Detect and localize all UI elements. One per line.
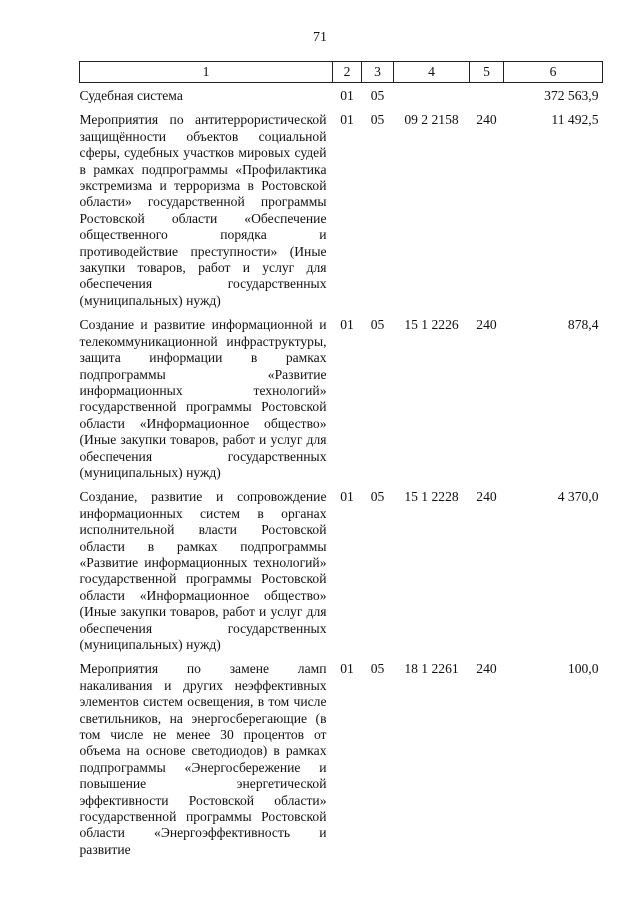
row-target-code: 18 1 2261 — [404, 661, 459, 677]
row-amount: 100,0 — [567, 661, 599, 677]
header-col-5: 5 — [470, 62, 504, 83]
table-row — [80, 312, 603, 484]
header-col-4: 4 — [394, 62, 470, 83]
row-subsection: 05 — [370, 317, 385, 333]
table-header-row — [80, 62, 603, 83]
row-section: 01 — [340, 661, 354, 677]
row-section: 01 — [340, 489, 354, 505]
row-section: 01 — [340, 112, 354, 128]
row-amount: 11 492,5 — [551, 112, 599, 128]
row-section: 01 — [340, 88, 354, 103]
row-target-code — [394, 83, 470, 108]
row-amount: 878,4 — [567, 317, 599, 333]
table-row — [80, 484, 603, 656]
row-expense-type: 240 — [476, 112, 497, 128]
header-col-1: 1 — [80, 62, 333, 83]
row-section: 01 — [340, 317, 354, 333]
row-expense-type: 240 — [476, 489, 497, 505]
header-col-3: 3 — [362, 62, 394, 83]
row-amount: 372 563,9 — [544, 88, 599, 103]
row-name: Судебная система — [79, 88, 183, 103]
row-amount: 4 370,0 — [557, 489, 599, 505]
table-row — [80, 83, 603, 108]
row-name: Мероприятия по замене ламп накаливания и других неэффективных элементов систем освещения, в том числе светильников, на энергосберегающие (в том числе не менее 30 процентов от объема на основе светодиодов) в рамках подпрограммы «Энергосбережение и повышение энергетической эффективности Ростовской области» государственной программы Ростовской области «Энергоэффективность и развитие — [79, 661, 327, 857]
row-subsection: 05 — [370, 489, 385, 505]
row-expense-type: 240 — [476, 661, 497, 677]
row-target-code: 15 1 2226 — [404, 317, 459, 333]
row-name: Создание и развитие информационной и телекоммуникационной инфраструктуры, защита информации в рамках подпрограммы «Развитие информационных технологий» государственной программы Ростовской области «Информационное общество» (Иные закупки товаров, работ и услуг для обеспечения государственных (муниципальных) нужд) — [79, 317, 327, 480]
row-target-code: 09 2 2158 — [404, 112, 459, 128]
row-subsection: 05 — [370, 112, 385, 128]
row-expense-type — [470, 83, 504, 108]
table-row — [80, 656, 603, 861]
row-name: Создание, развитие и сопровождение информационных систем в органах исполнительной власти Ростовской области в рамках подпрограммы «Развитие информационных технологий» государственной программы Ростовской области «Информационное общество» (Иные закупки товаров, работ и услуг для обеспечения государственных (муниципальных) нужд) — [79, 489, 327, 652]
header-col-6: 6 — [504, 62, 603, 83]
row-expense-type: 240 — [476, 317, 497, 333]
row-target-code: 15 1 2228 — [404, 489, 459, 505]
row-subsection: 05 — [370, 661, 385, 677]
row-subsection: 05 — [370, 88, 385, 103]
table-row — [80, 107, 603, 312]
budget-table — [79, 61, 603, 861]
row-name: Мероприятия по антитеррористической защищённости объектов социальной сферы, судебных участков мировых судей в рамках подпрограммы «Профилактика экстремизма и терроризма в Ростовской области» государственной программы Ростовской области «Обеспечение общественного порядка и противодействие преступности» (Иные закупки товаров, работ и услуг для обеспечения государственных (муниципальных) нужд) — [79, 112, 327, 308]
header-col-2: 2 — [333, 62, 362, 83]
page-number: 71 — [313, 30, 327, 45]
